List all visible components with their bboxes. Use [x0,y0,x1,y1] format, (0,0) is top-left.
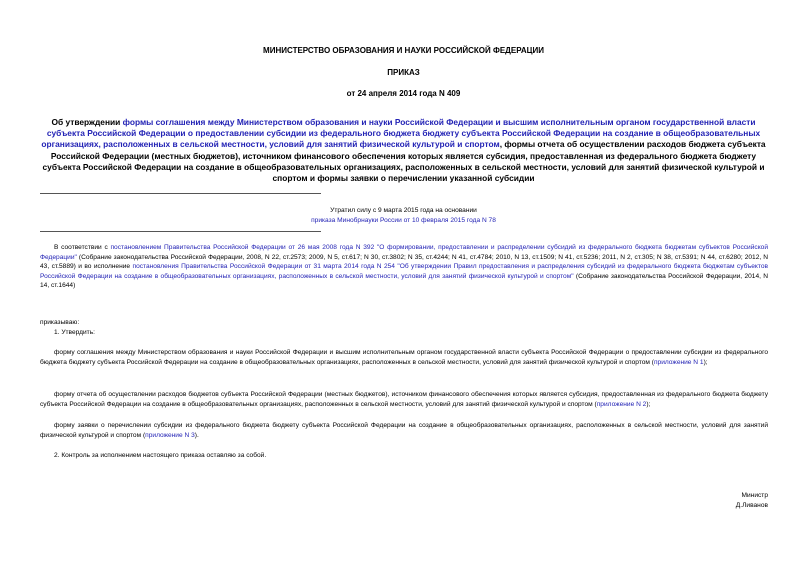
form-1-paragraph [40,348,768,367]
status-note [0,206,807,226]
item-1: 1. Утвердить: [54,329,95,336]
title-suffix: , формы отчета об осуществлении расходов бюджета субъекта Российской Федерации (местных бюджетов), источником финансового обеспечения которых является субсидия, предоставленная из федерального бюджета бюджету субъекта Российской Федерации на создание в общеобразовательных организациях, расположенных в сельской местности, условий для занятий физической культурой и спортом и формы заявки о перечислении указанной субсидии [42,139,766,184]
title-prefix: Об утверждении [51,117,123,127]
signature-name: Д.Ливанов [735,502,768,509]
form-3-text: форму заявки о перечислении субсидии из федерального бюджета бюджету субъекта Российской Федерации на создание в общеобразовательных организациях, расположенных в сельской местности, условий для занятий физической культурой и спортом ( [40,422,768,439]
status-note-text: Утратил силу с 9 марта 2015 года на основании [330,207,477,214]
appendix-3-link[interactable]: приложение N 3 [145,431,195,439]
form-1-end: ); [703,358,708,366]
doc-type-heading: ПРИКАЗ [387,68,420,77]
divider-top [40,193,321,194]
form-2-text: форму отчета об осуществлении расходов бюджетов субъекта Российской Федерации (местных бюджетов), источником финансового обеспечения которых является субсидия, предоставленная из федерального бюджета бюджету субъекта Российской Федерации на создание в общеобразовательных организациях, расположенных в сельской местности, условий для занятий физической культурой и спортом ( [40,391,768,408]
divider-bottom [40,231,321,232]
form-1-text: форму соглашения между Министерством образования и науки Российской Федерации и высшим исполнительным органом государственной власти субъекта Российской Федерации о предоставлении субсидии из федерального бюджета бюджету субъекта Российской Федерации на создание в общеобразовательных организациях, расположенных в сельской местности, условий для занятий физической культурой и спортом ( [40,349,768,366]
ministry-heading: МИНИСТЕРСТВО ОБРАЗОВАНИЯ И НАУКИ РОССИЙСКОЙ ФЕДЕРАЦИИ [263,46,544,55]
document-title [40,117,767,184]
appendix-1-link[interactable]: приложение N 1 [653,358,704,366]
preamble-paragraph [40,243,768,291]
decree-254-link[interactable]: постановления Правительства Российской Федерации от 31 марта 2014 года N 254 "Об утверждении Правил предоставления и распределения субсидий из федерального бюджета бюджетам субъектов Российской Федерации на создание в общеобразовательных организациях, расположенных в сельской местности, условий для занятий физической культурой и спортом" [40,263,768,280]
form-3-paragraph [40,421,768,440]
signature-position: Министр [741,492,768,499]
title-form-link[interactable]: формы соглашения между Министерством образования и науки Российской Федерации и высшим исполнительным органом государственной власти субъекта Российской Федерации о предоставлении субсидии из федерального бюджета бюджету субъекта Российской Федерации на создание в общеобразовательных организациях, расположенных в сельской местности, условий для занятий физической культурой и спортом [41,117,761,150]
preamble-text-3: (Собрание законодательства Российской Федерации, 2014, N 14, ст.1644) [40,272,769,290]
order-word: приказываю: [40,319,80,326]
preamble-text-2: (Собрание законодательства Российской Федерации, 2008, N 22, ст.2573; 2009, N 5, ст.617; N 30, ст.3802; N 35, ст.4244; N 41, ст.4784; 2010, N 13, ст.1509; N 41, ст.5236; 2011, N 2, ст.305; N 38, ст.5391; N 44, ст.6280; 2012, N 43, ст.5889) и во исполнение [40,253,768,271]
appendix-2-link[interactable]: приложение N 2 [596,400,647,408]
item-2: 2. Контроль за исполнением настоящего приказа оставляю за собой. [54,452,267,459]
decree-392-link[interactable]: постановлением Правительства Российской Федерации от 26 мая 2008 года N 392 "О формировании, предоставлении и распределении субсидий из федерального бюджета бюджетам субъектов Российской Федерации" [40,244,769,261]
preamble-text-1: В соответствии с [54,244,111,251]
form-2-end: ); [646,400,651,408]
doc-date: от 24 апреля 2014 года N 409 [346,89,461,98]
repeal-order-link[interactable]: приказа Минобрнауки России от 10 февраля 2015 года N 78 [311,217,496,224]
form-2-paragraph [40,390,768,409]
form-3-end: ). [194,431,199,439]
